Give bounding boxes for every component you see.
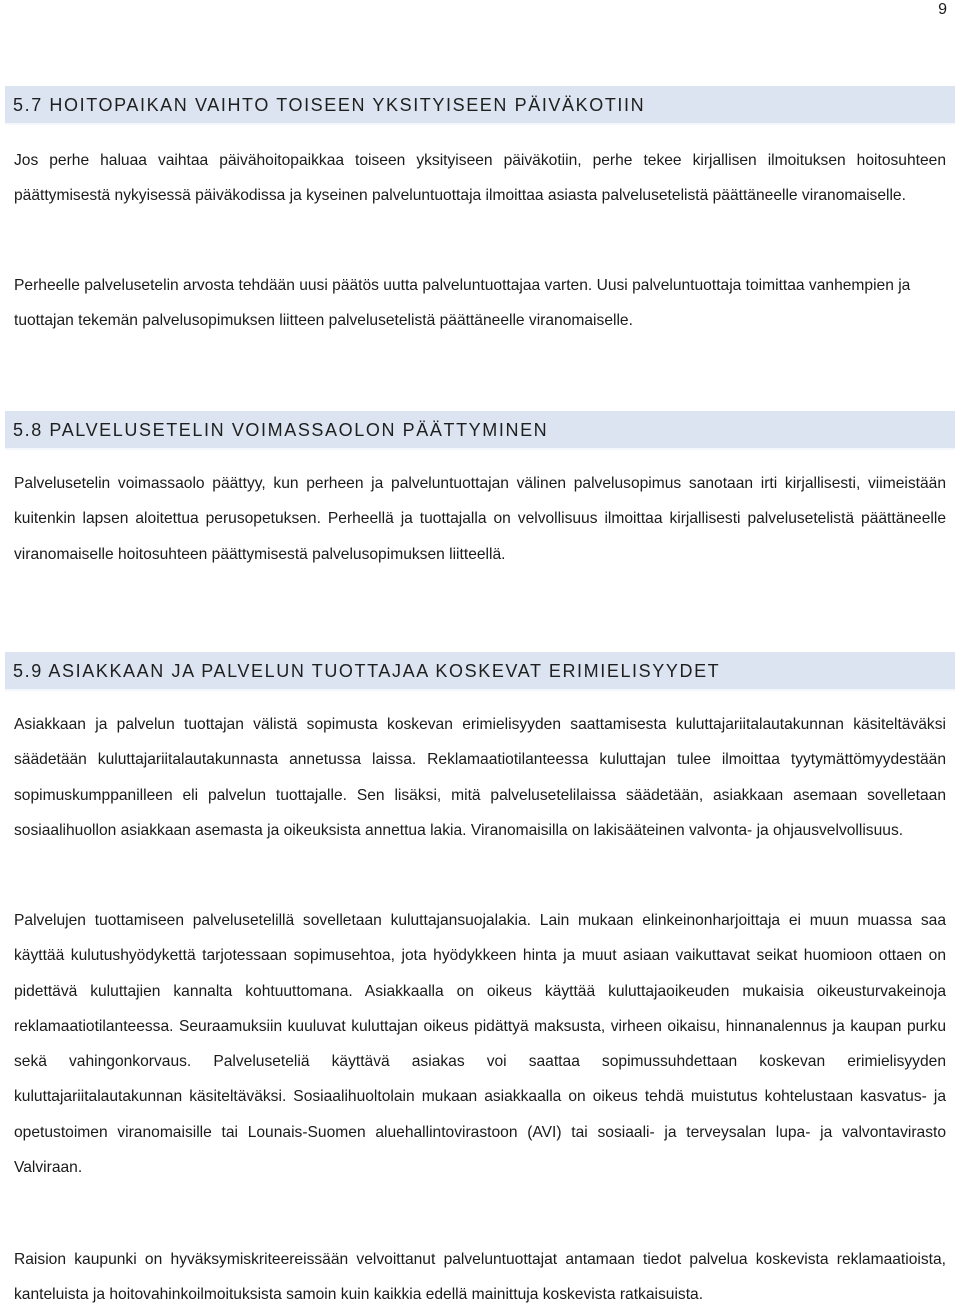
heading-divider <box>5 123 955 125</box>
section-heading-5-7 <box>5 86 955 125</box>
heading-divider <box>5 689 955 691</box>
paragraph: Palvelujen tuottamiseen palvelusetelillä sovelletaan kuluttajansuojalakia. Lain mukaan elinkeinonharjoittaja ei muun muassa saa käyttää kulutushyödykettä tarjotessaan sopimusehtoa, jota hyödykkeen hinta ja muut asiaan vaikuttavat seikat huomioon ottaen on pidettävä kuluttajien kannalta kohtuuttomana. Asiakkaalla on oikeus käyttää kuluttajaoikeuden mukaisia oikeusturvakeinoja reklamaatiotilanteessa. Seuraamuksiin kuuluvat kuluttajan oikeus pidättyä maksusta, virheen oikaisu, hinnanalennus ja kaupan purku sekä vahingonkorvaus. Palveluseteliä käyttävä asiakas voi saattaa sopimussuhdettaan koskevan erimielisyyden kuluttajariitalautakunnan käsiteltäväksi. Sosiaalihuoltolain mukaan asiakkaalla on oikeus tehdä muistutus kohtelustaan kasvatus- ja opetustoimen viranomaisille tai Lounais-Suomen aluehallintovirastoon (AVI) tai sosiaali- ja terveysalan lupa- ja valvontavirasto Valviraan. <box>14 912 946 1177</box>
section-heading-text: 5.8 PALVELUSETELIN VOIMASSAOLON PÄÄTTYMINEN <box>13 420 549 440</box>
paragraph: Raision kaupunki on hyväksymiskriteereissään velvoittanut palveluntuottajat antamaan tiedot palvelua koskevista reklamaatioista, kanteluista ja hoitovahinkoilmoituksista samoin kuin kaikkia edellä mainittuja koskevista ratkaisuista. <box>14 1251 946 1304</box>
section-heading-5-9 <box>5 652 955 691</box>
heading-divider <box>5 448 955 450</box>
paragraph: Jos perhe haluaa vaihtaa päivähoitopaikkaa toiseen yksityiseen päiväkotiin, perhe tekee kirjallisen ilmoituksen hoitosuhteen päättymisestä nykyisessä päiväkodissa ja kyseinen palveluntuottaja ilmoittaa asiasta palvelusetelistä päättäneelle viranomaiselle. <box>14 152 946 205</box>
paragraph: Palvelusetelin voimassaolo päättyy, kun perheen ja palveluntuottajan välinen palvelusopimus sanotaan irti kirjallisesti, viimeistään kuitenkin lapsen aloitettua perusopetuksen. Perheellä ja tuottajalla on velvollisuus ilmoittaa kirjallisesti palvelusetelistä päättäneelle viranomaiselle hoitosuhteen päättymisestä palvelusopimuksen liitteellä. <box>14 475 946 563</box>
section-heading-text: 5.7 HOITOPAIKAN VAIHTO TOISEEN YKSITYISEEN PÄIVÄKOTIIN <box>13 95 646 115</box>
section-heading-text: 5.9 ASIAKKAAN JA PALVELUN TUOTTAJAA KOSKEVAT ERIMIELISYYDET <box>13 661 721 681</box>
section-heading-5-8 <box>5 411 955 450</box>
page-number: 9 <box>938 1 947 18</box>
paragraph: Perheelle palvelusetelin arvosta tehdään uusi päätös uutta palveluntuottajaa varten. Uusi palveluntuottaja toimittaa vanhempien ja tuottajan tekemän palvelusopimuksen liitteen palvelusetelistä päättäneelle viranomaiselle. <box>14 277 911 330</box>
paragraph: Asiakkaan ja palvelun tuottajan välistä sopimusta koskevan erimielisyyden saattamisesta kuluttajariitalautakunnan käsiteltäväksi säädetään kuluttajariitalautakunnasta annetussa laissa. Reklamaatiotilanteessa kuluttajan tulee ilmoittaa tyytymättömyydestään sopimuskumppanilleen eli palvelun tuottajalle. Sen lisäksi, mitä palvelusetelilaissa säädetään, asiakkaan asemaan sovelletaan sosiaalihuollon asiakkaan asemasta ja oikeuksista annettua lakia. Viranomaisilla on lakisääteinen valvonta- ja ohjausvelvollisuus. <box>14 716 946 839</box>
